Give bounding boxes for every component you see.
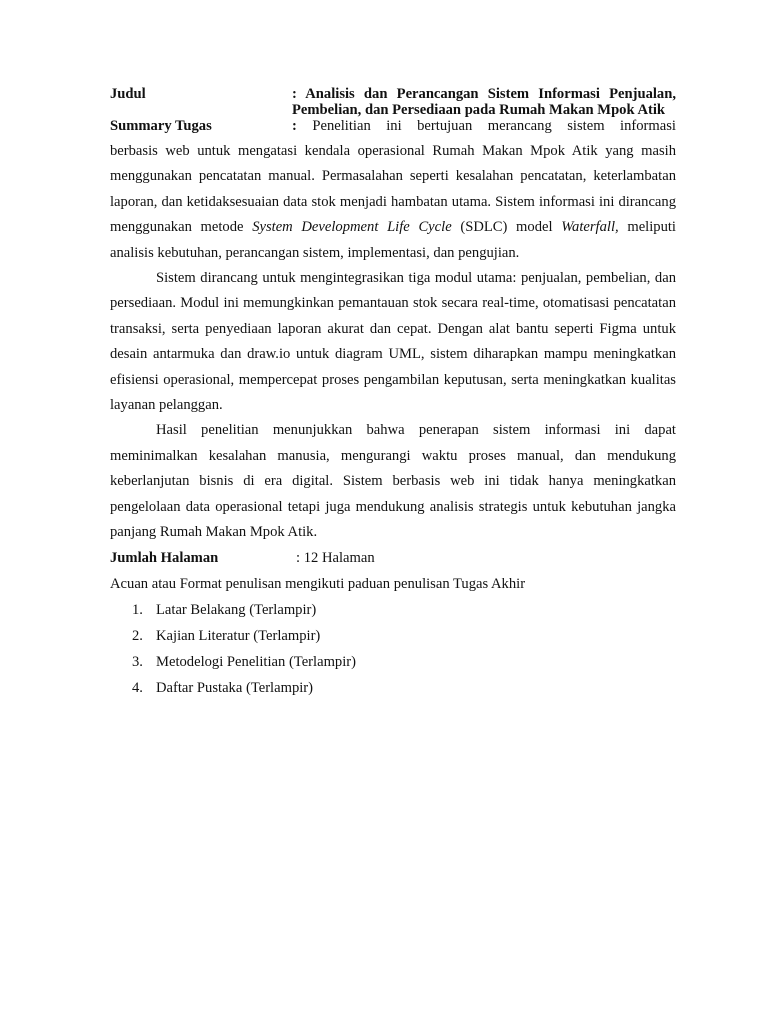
summary-row xyxy=(110,118,676,134)
list-item-number: 2. xyxy=(132,627,143,644)
title-row xyxy=(110,86,676,118)
list-item-number: 1. xyxy=(132,601,143,618)
page-count-value: : 12 Halaman xyxy=(296,549,375,566)
summary-paragraph-1 xyxy=(110,139,676,266)
summary-p1-italic-sdlc: System Development Life Cycle xyxy=(252,219,452,236)
summary-p1-text-c: meliputi analisis kebutuhan, perancangan sistem, implementasi, dan pengujian. xyxy=(110,219,676,261)
list-item-number: 3. xyxy=(132,653,143,670)
list-item xyxy=(110,597,676,623)
format-reference-text: Acuan atau Format penulisan mengikuti paduan penulisan Tugas Akhir xyxy=(110,575,526,592)
summary-first-line-text: Penelitian ini bertujuan merancang sistem informasi xyxy=(312,118,676,134)
title-label: Judul xyxy=(110,86,146,102)
attachment-list xyxy=(110,597,676,701)
list-item-text: Latar Belakang (Terlampir) xyxy=(156,601,317,618)
list-item-text: Kajian Literatur (Terlampir) xyxy=(156,627,321,644)
document-page xyxy=(110,86,676,701)
summary-label: Summary Tugas xyxy=(110,118,212,134)
page-count-label: Jumlah Halaman xyxy=(110,549,219,566)
title-value: : Analisis dan Perancangan Sistem Informasi Penjualan, Pembelian, dan Persediaan pada Rumah Makan Mpok Atik xyxy=(292,86,676,118)
summary-p1-text-a: berbasis web untuk mengatasi kendala operasional Rumah Makan Mpok Atik yang masih menggunakan pencatatan manual. Permasalahan seperti kesalahan pencatatan, keterlambatan laporan, dan ketidaksesuaian data stok menjadi hambatan utama. Sistem informasi ini dirancang menggunakan metode xyxy=(110,143,676,236)
list-item xyxy=(110,649,676,675)
list-item-text: Daftar Pustaka (Terlampir) xyxy=(156,679,314,696)
summary-p1-italic-waterfall: Waterfall, xyxy=(561,219,619,236)
summary-paragraph-3: Hasil penelitian menunjukkan bahwa penerapan sistem informasi ini dapat meminimalkan kesalahan manusia, mengurangi waktu proses manual, dan mendukung keberlanjutan bisnis di era digital. Sistem berbasis web ini tidak hanya meningkatkan pengelolaan data operasional tetapi juga mendukung analisis strategis untuk kebutuhan jangka panjang Rumah Makan Mpok Atik. xyxy=(110,422,676,541)
list-item xyxy=(110,675,676,701)
list-item-text: Metodelogi Penelitian (Terlampir) xyxy=(156,653,356,670)
summary-colon: : xyxy=(292,118,297,134)
list-item xyxy=(110,623,676,649)
summary-first-line xyxy=(292,118,676,134)
list-item-number: 4. xyxy=(132,679,143,696)
page-count-row xyxy=(110,546,676,571)
summary-p1-text-b: (SDLC) model xyxy=(451,219,562,236)
summary-paragraph-2: Sistem dirancang untuk mengintegrasikan tiga modul utama: penjualan, pembelian, dan persediaan. Modul ini memungkinkan pemantauan stok secara real-time, otomatisasi pencatatan transaksi, serta penyediaan laporan akurat dan cepat. Dengan alat bantu seperti Figma untuk desain antarmuka dan draw.io untuk diagram UML, sistem diharapkan mampu meningkatkan efisiensi operasional, mempercepat proses pengambilan keputusan, serta meningkatkan kualitas layanan pelanggan. xyxy=(110,270,676,414)
